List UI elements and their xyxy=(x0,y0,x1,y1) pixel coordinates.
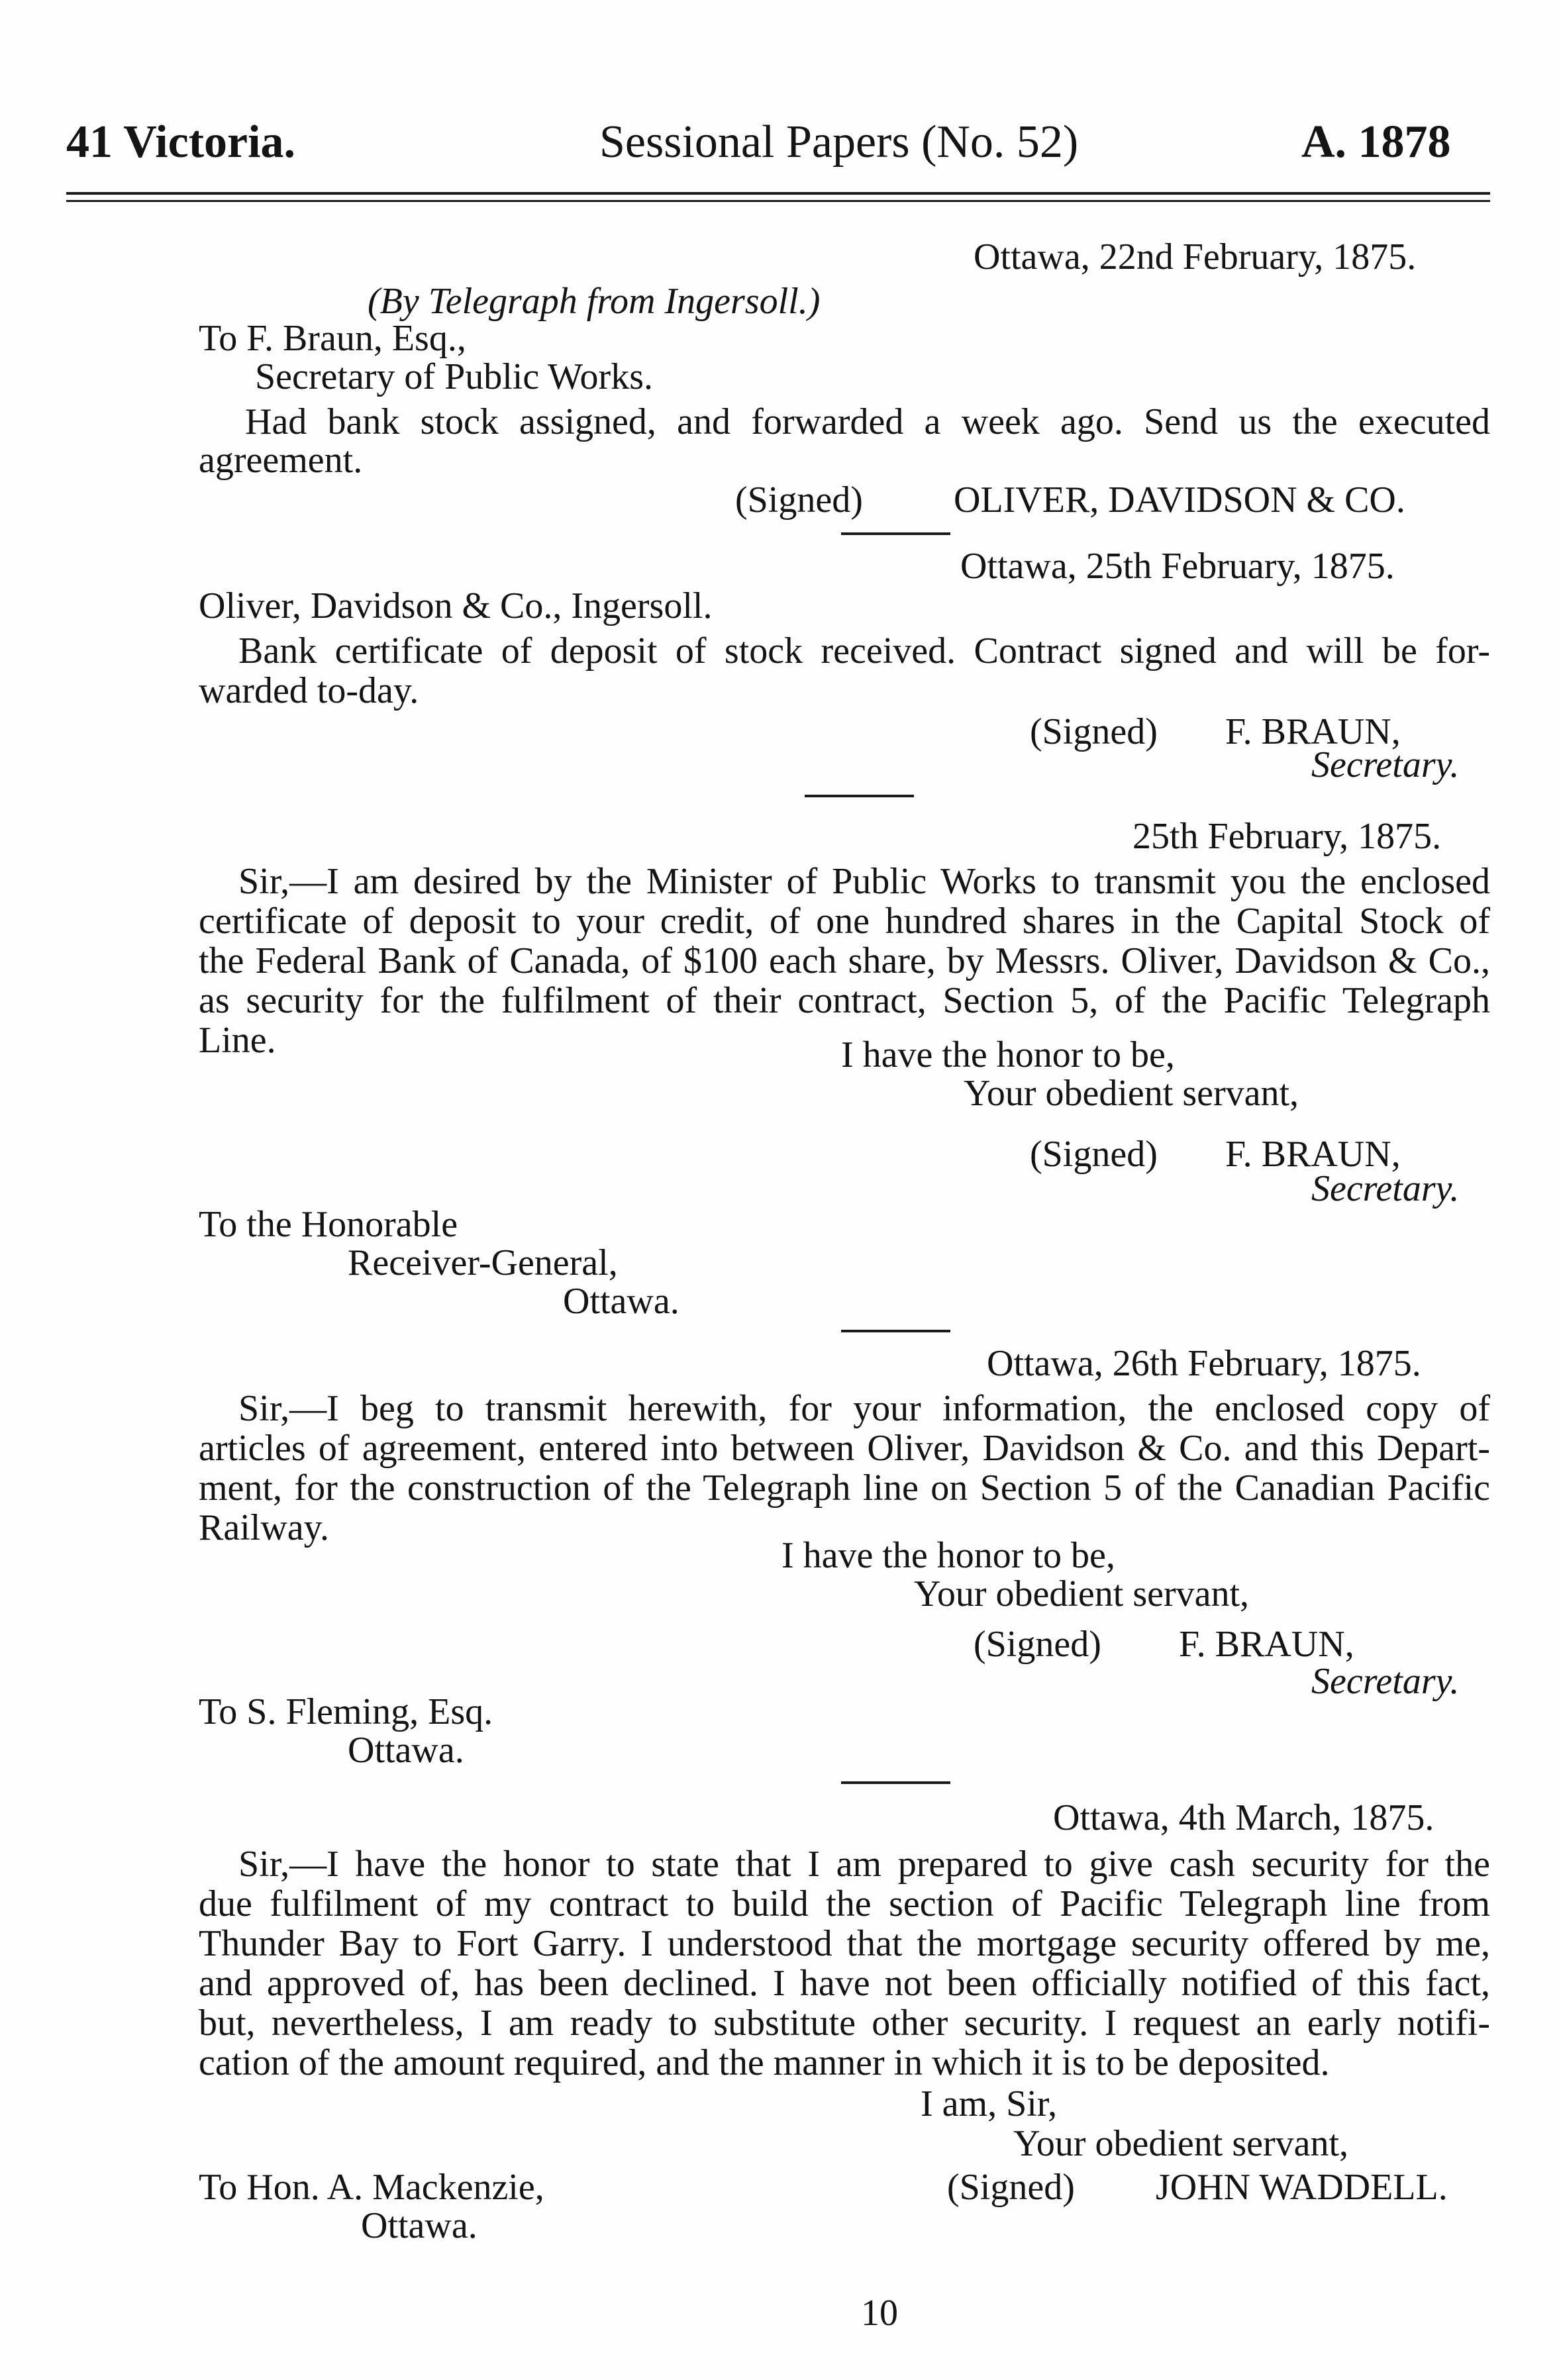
letter3-line2: due fulfilment of my contract to build the section of Pacific Telegraph line from xyxy=(199,1883,1490,1924)
letter2-signed: (Signed) xyxy=(974,1624,1101,1665)
letter2-line2: articles of agreement, entered into between Oliver, Davidson & Co. and this Depart- xyxy=(199,1428,1490,1469)
letter1-line2: certificate of deposit to your credit, of one hundred shares in the Capital Stock of xyxy=(199,901,1490,942)
telegram2-body-line2: warded to-day. xyxy=(199,670,419,711)
letter2-line3: ment, for the construction of the Telegraph line on Section 5 of the Canadian Pacific xyxy=(199,1467,1490,1509)
letter1-dateline: 25th February, 1875. xyxy=(1132,816,1442,857)
header-year: A. 1878 xyxy=(1301,117,1451,168)
letter1-closing2: Your obedient servant, xyxy=(964,1073,1299,1114)
telegram2-signature: F. BRAUN, xyxy=(1225,711,1401,752)
letter2-line4: Railway. xyxy=(199,1507,329,1548)
telegram1-to: To F. Braun, Esq., xyxy=(199,318,466,359)
letter3-address-line2: Ottawa. xyxy=(361,2205,478,2246)
page-number: 10 xyxy=(861,2293,898,2334)
divider xyxy=(841,1330,950,1332)
letter1-line4: as security for the fulfilment of their contract, Section 5, of the Pacific Telegraph xyxy=(199,980,1490,1021)
letter1-signed: (Signed) xyxy=(1030,1134,1158,1175)
telegram2-body-line1: Bank certificate of deposit of stock received. Contract signed and will be for- xyxy=(238,630,1490,671)
letter2-closing1: I have the honor to be, xyxy=(781,1535,1115,1576)
letter3-address-line1: To Hon. A. Mackenzie, xyxy=(199,2167,544,2208)
telegram1-signed: (Signed) xyxy=(735,479,863,521)
letter3-closing2: Your obedient servant, xyxy=(1013,2123,1349,2164)
telegram1-via: (By Telegraph from Ingersoll.) xyxy=(368,281,821,322)
telegram2-dateline: Ottawa, 25th February, 1875. xyxy=(960,546,1395,587)
letter1-title: Secretary. xyxy=(1311,1168,1460,1209)
letter2-title: Secretary. xyxy=(1311,1661,1460,1702)
telegram2-to: Oliver, Davidson & Co., Ingersoll. xyxy=(199,585,713,626)
header-sessional-papers: Sessional Papers (No. 52) xyxy=(599,117,1079,168)
letter1-line3: the Federal Bank of Canada, of $100 each share, by Messrs. Oliver, Davidson & Co., xyxy=(199,940,1490,981)
divider xyxy=(841,1781,950,1784)
telegram1-body-line1: Had bank stock assigned, and forwarded a week ago. Send us the executed xyxy=(245,401,1490,442)
letter2-line1: Sir,—I beg to transmit herewith, for your information, the enclosed copy of xyxy=(238,1388,1490,1429)
letter1-address-line3: Ottawa. xyxy=(563,1281,679,1322)
letter3-line5: but, nevertheless, I am ready to substitute other security. I request an early notifi- xyxy=(199,2003,1490,2044)
telegram2-title: Secretary. xyxy=(1311,744,1460,785)
letter2-signature: F. BRAUN, xyxy=(1179,1624,1354,1665)
letter3-line1: Sir,—I have the honor to state that I am prepared to give cash security for the xyxy=(238,1844,1490,1885)
letter3-line4: and approved of, has been declined. I have not been officially notified of this fact, xyxy=(199,1963,1490,2004)
letter2-address-line1: To S. Fleming, Esq. xyxy=(199,1691,493,1732)
letter3-signature: JOHN WADDELL. xyxy=(1156,2167,1448,2208)
telegram1-signature: OLIVER, DAVIDSON & CO. xyxy=(954,479,1405,521)
telegram1-body-line2: agreement. xyxy=(199,440,363,481)
letter1-signature: F. BRAUN, xyxy=(1225,1134,1401,1175)
telegram1-to-title: Secretary of Public Works. xyxy=(255,356,653,397)
letter3-dateline: Ottawa, 4th March, 1875. xyxy=(1053,1797,1434,1838)
header-rule-top xyxy=(66,192,1490,195)
letter1-line5: Line. xyxy=(199,1020,276,1061)
letter3-closing1: I am, Sir, xyxy=(921,2083,1058,2124)
letter1-address-line1: To the Honorable xyxy=(199,1204,458,1245)
letter2-dateline: Ottawa, 26th February, 1875. xyxy=(987,1343,1421,1384)
letter3-signed: (Signed) xyxy=(947,2167,1075,2208)
letter3-line3: Thunder Bay to Fort Garry. I understood that the mortgage security offered by me, xyxy=(199,1923,1490,1964)
letter2-address-line2: Ottawa. xyxy=(348,1730,464,1771)
letter1-address-line2: Receiver-General, xyxy=(348,1242,618,1283)
letter1-closing1: I have the honor to be, xyxy=(841,1034,1175,1075)
letter2-closing2: Your obedient servant, xyxy=(914,1573,1250,1614)
telegram2-signed: (Signed) xyxy=(1030,711,1158,752)
telegram1-dateline: Ottawa, 22nd February, 1875. xyxy=(974,236,1417,277)
divider xyxy=(841,532,950,535)
letter1-line1: Sir,—I am desired by the Minister of Public Works to transmit you the enclosed xyxy=(238,861,1490,902)
divider xyxy=(805,795,914,797)
header-volume: 41 Victoria. xyxy=(66,117,296,168)
header-rule-bottom xyxy=(66,200,1490,202)
letter3-line6: cation of the amount required, and the manner in which it is to be deposited. xyxy=(199,2042,1330,2083)
